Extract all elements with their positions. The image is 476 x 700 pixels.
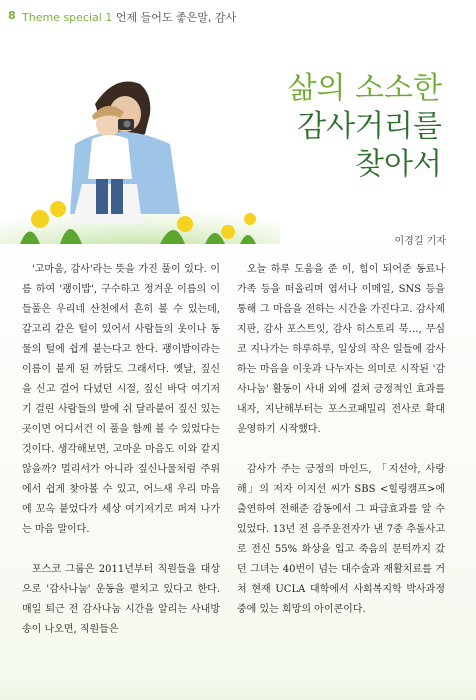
article-title	[212, 70, 442, 184]
body-column-right	[237, 260, 445, 640]
page-header	[0, 0, 476, 30]
title-line-1: 삶의 소소한	[287, 71, 442, 106]
page-number: 8	[8, 9, 16, 22]
title-line-3: 찾아서	[355, 147, 442, 182]
section-subtitle: 언제 들어도 좋은말, 감사	[115, 11, 237, 24]
body-column-left	[22, 260, 220, 660]
byline: 이경길 기자	[394, 236, 446, 247]
footer-decoration	[0, 674, 476, 700]
body-paragraph: '고마움, 감사'라는 뜻을 가진 풀이 있다. 이름 하여 '괭이밥', 구수하고 정겨운 이름의 이 들풀은 우리네 산천에서 흔히 볼 수 있는데, 갈고리 같은 털이 있어서 사람들의 옷이나 동물의 털에 쉽게 붙는다고 한다. 괭이밥이라는 이름이 붙게 된 까닭도 그래서다. 옛날, 짚신을 신고 걸어 다녔던 시절, 짚신 바닥 여기저기 걸린 사람들의 발에 쉬 달라붙어 짚신 있는 곳이면 어디서건 이 풀을 함께 볼 수 있었다는 것이다. 생각해보면, 고마운 마음도 이와 같지 않을까? 멀리서가 아니라 짚신나물처럼 주위에서 쉽게 찾아볼 수 있고, 어느새 우리 마음에 꼬옥 붙었다가 세상 여기저기로 퍼져 나가는 마음 말이다.	[22, 264, 220, 535]
section-label-text: Theme special 1	[22, 11, 113, 24]
body-paragraph: 감사가 주는 긍정의 마인드, 「지선아, 사랑해」의 저자 이지선 씨가 SBS <힐링캠프>에 출연하여 전해준 감동에서 그 파급효과를 알 수 있었다. 13년 전 음주운전자가 낸 7중 추돌사고로 전신 55% 화상을 입고 죽음의 문턱까지 갔던 그녀는 40번이 넘는 대수술과 재활치료를 거쳐 현재 UCLA 대학에서 사회복지학 박사과정 중에 있는 희망의 아이콘이다.	[237, 464, 445, 615]
body-paragraph: 오늘 하루 도움을 준 이, 힘이 되어준 동료나 가족 등을 떠올리며 엽서나 이메일, SNS 등을 통해 그 마음을 전하는 시간을 가진다고. 감사제지판, 감사 포스트잇, 감사 히스토리 북…, 무심코 지나가는 하루하루, 일상의 작은 일들에 감사하는 마음을 이웃과 나누자는 의미로 시작된 '감사나눔' 활동이 사내 외에 걸쳐 긍정적인 효과를 내자, 지난해부터는 포스코패밀리 전사로 확대 운영하기 시작했다.	[237, 264, 445, 435]
title-line-2: 감사거리를	[297, 109, 442, 144]
section-label	[22, 9, 236, 25]
body-paragraph: 포스코 그룹은 2011년부터 직원들을 대상으로 '감사나눔' 운동을 펼치고 있다고 한다. 매일 퇴근 전 감사나눔 시간을 알리는 사내방송이 나오면, 직원들은	[22, 564, 220, 635]
